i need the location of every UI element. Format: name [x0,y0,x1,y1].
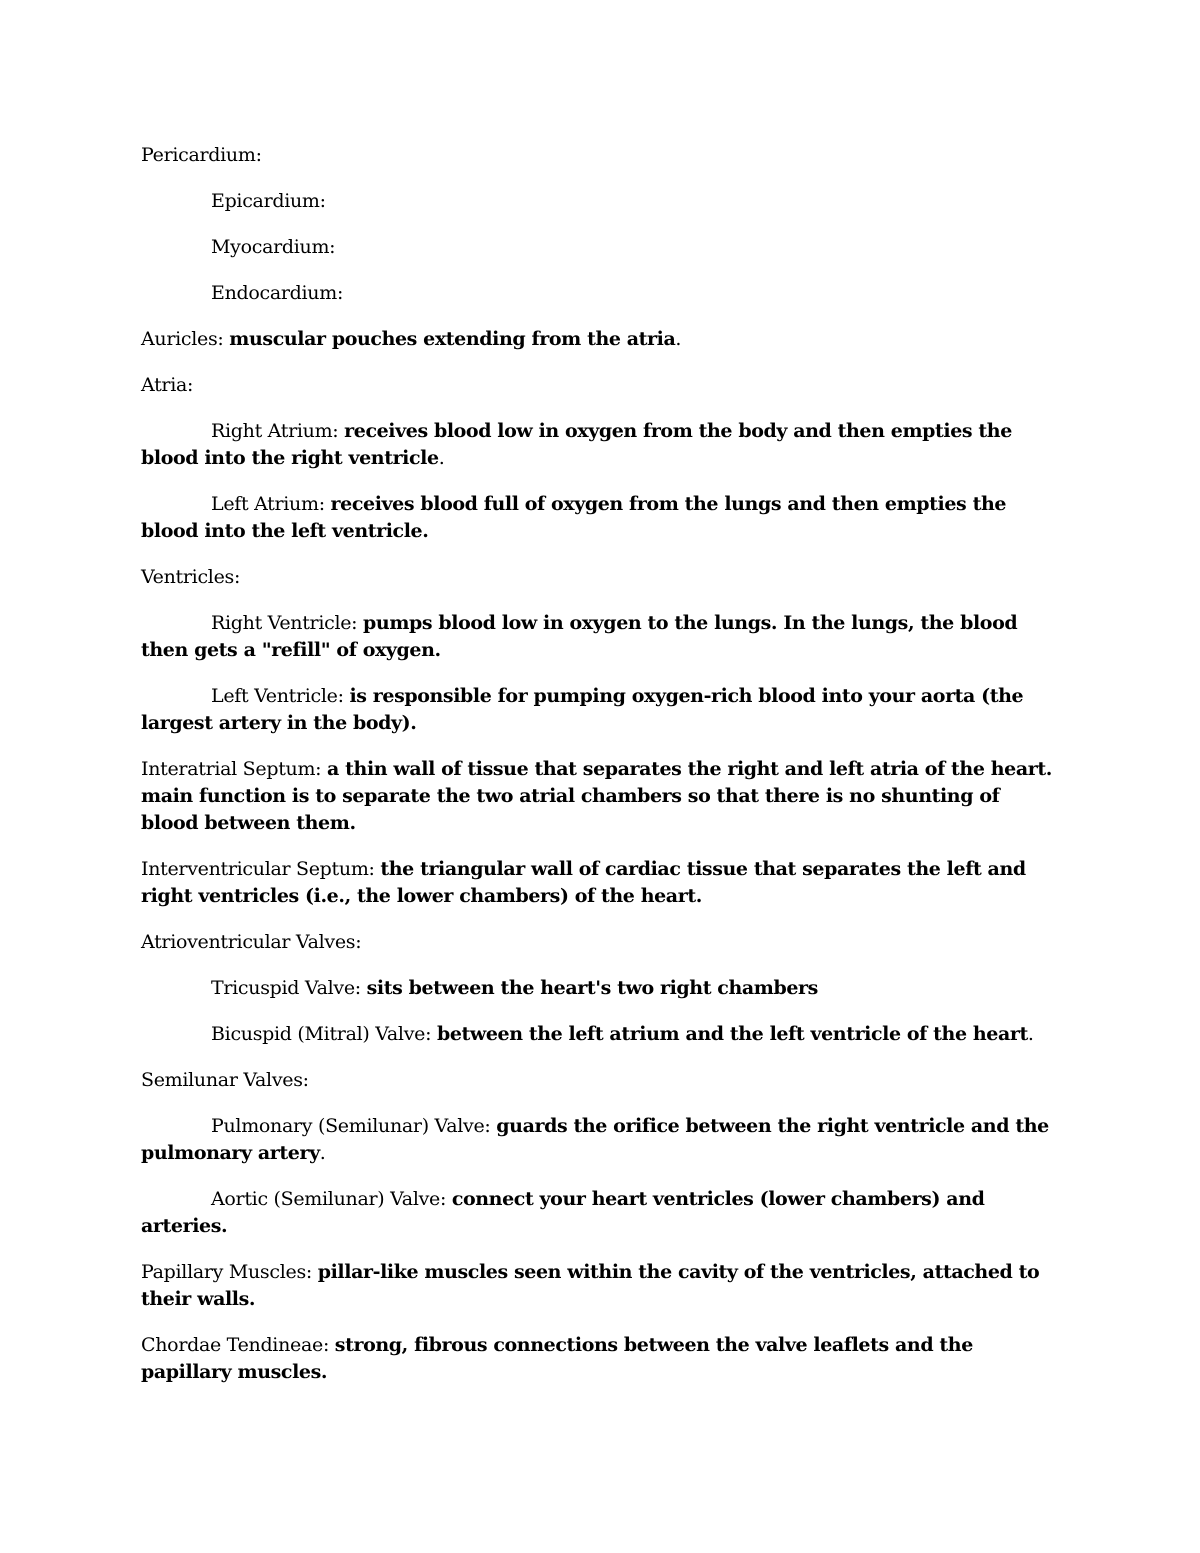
entry-term: Pulmonary (Semilunar) Valve: [211,1115,497,1137]
entry-term: Chordae Tendineae: [141,1334,335,1356]
glossary-entry [141,1113,1061,1167]
entry-definition: the triangular wall of cardiac tissue that separates the left and right ventricles (i.e., the lower chambers) of the heart. [141,858,1026,907]
entry-term: Tricuspid Valve: [211,977,367,999]
entry-definition: receives blood full of oxygen from the lungs and then empties the blood into the left ventricle. [141,493,1007,542]
glossary-entry [141,491,1061,545]
entry-term: Right Atrium: [211,420,345,442]
entry-term: Aortic (Semilunar) Valve: [211,1188,452,1210]
glossary-entry [141,234,1061,261]
glossary-entry [141,610,1061,664]
entry-definition: strong, fibrous connections between the valve leaflets and the papillary muscles. [141,1334,973,1383]
glossary-entry [141,929,1061,956]
document-body [141,142,1061,1405]
entry-term: Pericardium: [141,144,262,166]
glossary-entry [141,188,1061,215]
entry-definition: is responsible for pumping oxygen-rich blood into your aorta (the largest artery in the body). [141,685,1024,734]
entry-term: Papillary Muscles: [141,1261,318,1283]
glossary-entry [141,564,1061,591]
entry-punctuation: . [319,1142,326,1164]
entry-term: Atrioventricular Valves: [141,931,362,953]
entry-term: Semilunar Valves: [141,1069,309,1091]
entry-term: Left Ventricle: [211,685,350,707]
entry-definition: connect your heart ventricles (lower chambers) and arteries. [141,1188,985,1237]
entry-term: Bicuspid (Mitral) Valve: [211,1023,437,1045]
entry-term: Left Atrium: [211,493,331,515]
entry-punctuation: . [438,447,445,469]
entry-term: Right Ventricle: [211,612,364,634]
entry-definition: receives blood low in oxygen from the body and then empties the blood into the right ventricle [141,420,1012,469]
entry-punctuation: . [1027,1023,1034,1045]
glossary-entry [141,1021,1061,1048]
glossary-entry [141,418,1061,472]
entry-definition: muscular pouches extending from the atria [229,328,676,350]
entry-term: Endocardium: [211,282,344,304]
entry-definition: between the left atrium and the left ventricle of the heart [436,1023,1028,1045]
glossary-entry [141,1186,1061,1240]
entry-term: Auricles: [141,328,230,350]
entry-term: Myocardium: [211,236,336,258]
entry-definition: guards the orifice between the right ventricle and the pulmonary artery [141,1115,1049,1164]
entry-term: Epicardium: [211,190,326,212]
entry-punctuation: . [675,328,682,350]
entry-definition: sits between the heart's two right chambers [366,977,818,999]
entry-definition: a thin wall of tissue that separates the right and left atria of the heart. main function is to separate the two atrial chambers so that there is no shunting of blood between them. [141,758,1052,834]
glossary-entry [141,326,1061,353]
glossary-entry [141,142,1061,169]
entry-term: Atria: [141,374,194,396]
glossary-entry [141,975,1061,1002]
glossary-entry [141,683,1061,737]
glossary-entry [141,1332,1061,1386]
glossary-entry [141,856,1061,910]
glossary-entry [141,756,1061,837]
entry-term: Interventricular Septum: [141,858,381,880]
entry-term: Ventricles: [141,566,241,588]
entry-definition: pillar-like muscles seen within the cavity of the ventricles, attached to their walls. [141,1261,1040,1310]
entry-term: Interatrial Septum: [141,758,328,780]
glossary-entry [141,280,1061,307]
glossary-entry [141,1259,1061,1313]
entry-definition: pumps blood low in oxygen to the lungs. In the lungs, the blood then gets a "refill" of oxygen. [141,612,1018,661]
glossary-entry [141,1067,1061,1094]
glossary-entry [141,372,1061,399]
